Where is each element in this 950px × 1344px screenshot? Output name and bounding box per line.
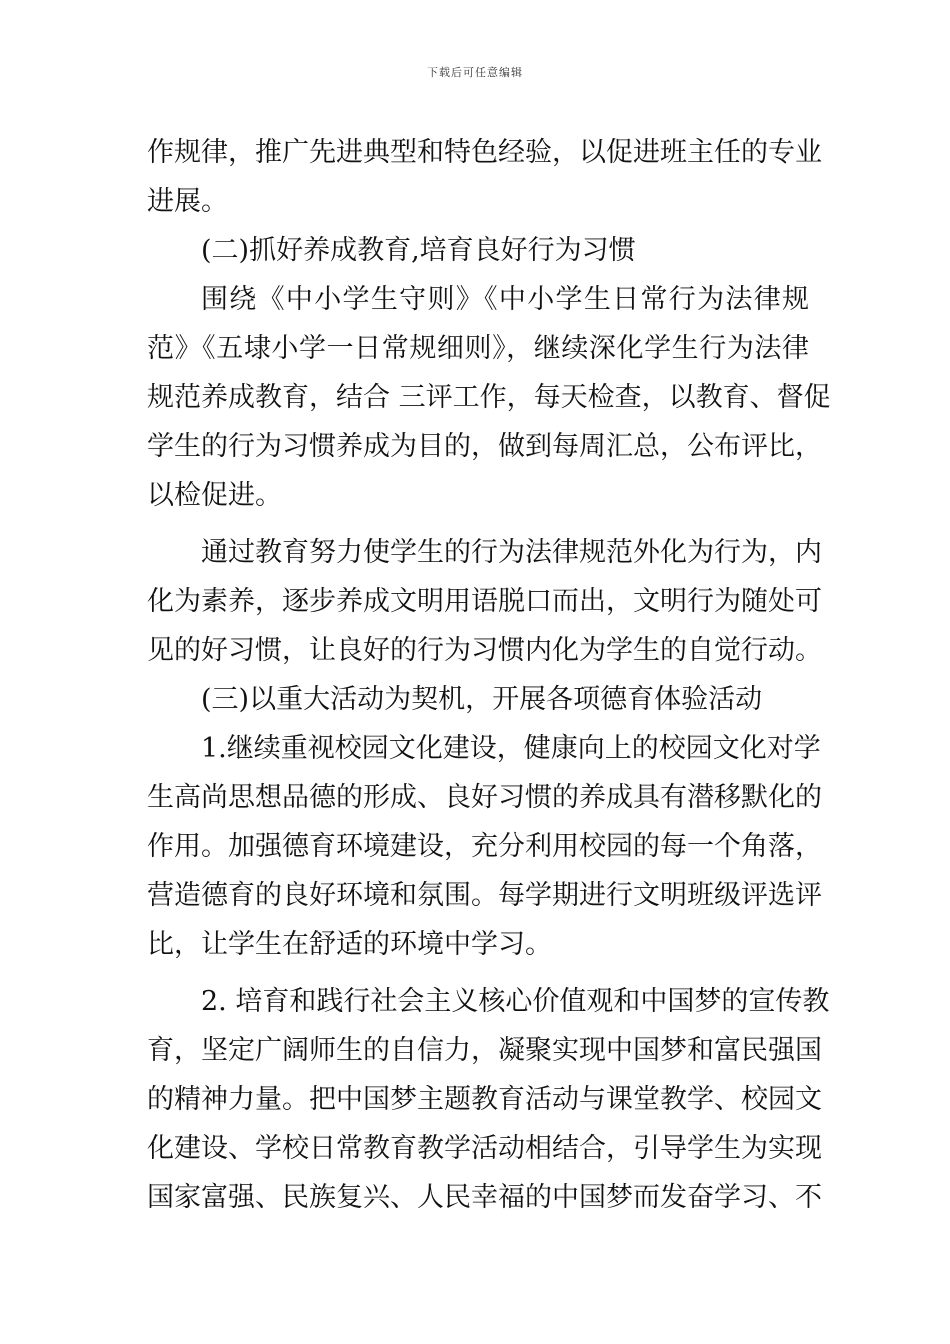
- text-line: 育，坚定广阔师生的自信力，凝聚实现中国梦和富民强国: [147, 1035, 822, 1066]
- text-line: 生高尚思想品德的形成、良好习惯的养成具有潜移默化的: [147, 782, 822, 813]
- text-line: 比，让学生在舒适的环境中学习。: [147, 929, 552, 960]
- page-header-note: 下载后可任意编辑: [427, 66, 523, 79]
- text-line: 2. 培育和践行社会主义核心价值观和中国梦的宣传教: [201, 986, 830, 1017]
- text-line: 以检促进。: [147, 480, 282, 511]
- text-line: 通过教育努力使学生的行为法律规范外化为行为，内: [201, 537, 822, 568]
- section-heading: (二)抓好养成教育,培育良好行为习惯: [201, 235, 636, 266]
- text-line: 化为素养，逐步养成文明用语脱口而出，文明行为随处可: [147, 586, 822, 617]
- text-line: 化建设、学校日常教育教学活动相结合，引导学生为实现: [147, 1133, 822, 1164]
- section-heading: (三)以重大活动为契机，开展各项德育体验活动: [201, 684, 763, 715]
- text-line: 规范养成教育，结合 三评工作，每天检查，以教育、督促: [147, 382, 831, 413]
- document-body: [147, 128, 831, 1222]
- text-line: 见的好习惯，让良好的行为习惯内化为学生的自觉行动。: [147, 635, 822, 666]
- paragraph-gap: [147, 969, 809, 977]
- text-line: 1.继续重视校园文化建设，健康向上的校园文化对学: [201, 733, 821, 764]
- text-line: 营造德育的良好环境和氛围。每学期进行文明班级评选评: [147, 880, 822, 911]
- text-line: 作用。加强德育环境建设，充分利用校园的每一个角落，: [147, 831, 822, 862]
- text-line: 作规律，推广先进典型和特色经验，以促进班主任的专业: [147, 137, 822, 168]
- text-line: 国家富强、民族复兴、人民幸福的中国梦而发奋学习、不: [147, 1182, 822, 1213]
- text-line: 围绕《中小学生守则》《中小学生日常行为法律规: [201, 284, 809, 315]
- text-line: 范》《五埭小学一日常规细则》，继续深化学生行为法律: [147, 333, 809, 364]
- text-line: 学生的行为习惯养成为目的，做到每周汇总，公布评比，: [147, 431, 822, 462]
- text-line: 的精神力量。把中国梦主题教育活动与课堂教学、校园文: [147, 1084, 822, 1115]
- paragraph-gap: [147, 520, 809, 528]
- text-line: 进展。: [147, 186, 228, 217]
